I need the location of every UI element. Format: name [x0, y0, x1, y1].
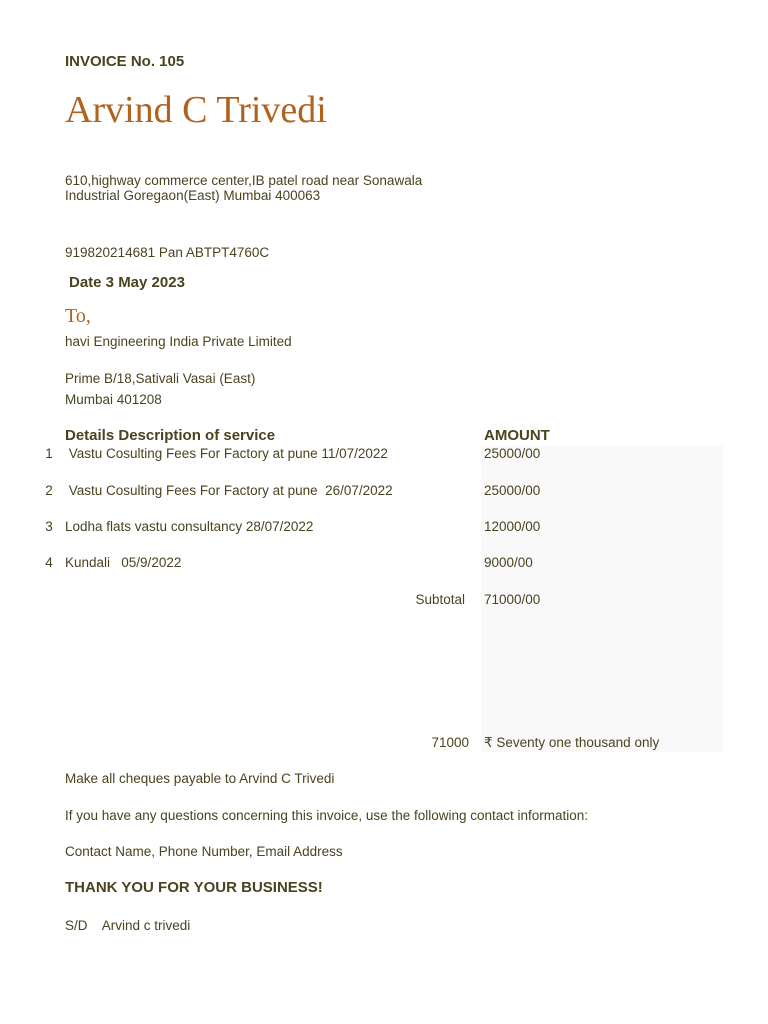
contact-info: Contact Name, Phone Number, Email Address: [65, 844, 343, 859]
row-amount: 9000/00: [484, 555, 533, 570]
subtotal-value: 71000/00: [484, 592, 541, 607]
recipient-name: havi Engineering India Private Limited: [65, 334, 292, 349]
recipient-address-line1: Prime B/18,Sativali Vasai (East): [65, 371, 256, 386]
table-header-description: Details Description of service: [65, 427, 276, 444]
total-number: 71000: [431, 735, 469, 750]
table-header-amount: AMOUNT: [484, 427, 550, 444]
row-number: 2: [45, 483, 53, 498]
row-description: Kundali 05/9/2022: [65, 555, 182, 570]
issuer-address-line2: Industrial Goregaon(East) Mumbai 400063: [65, 188, 321, 203]
issuer-phone-pan: 919820214681 Pan ABTPT4760C: [65, 245, 270, 260]
subtotal-label: Subtotal: [415, 592, 465, 607]
total-in-words: ₹ Seventy one thousand only: [484, 735, 660, 750]
recipient-address-line2: Mumbai 401208: [65, 392, 162, 407]
row-number: 3: [45, 519, 53, 534]
row-number: 1: [45, 446, 53, 461]
thank-you-message: THANK YOU FOR YOUR BUSINESS!: [65, 879, 323, 896]
issuer-address-line1: 610,highway commerce center,IB patel road near Sonawala: [65, 173, 423, 188]
invoice-number: INVOICE No. 105: [65, 53, 185, 70]
invoice-date: Date 3 May 2023: [69, 274, 185, 291]
row-description: Vastu Cosulting Fees For Factory at pune 11/07/2022: [65, 446, 388, 461]
row-number: 4: [45, 555, 53, 570]
cheque-payable-note: Make all cheques payable to Arvind C Trivedi: [65, 771, 335, 786]
row-amount: 12000/00: [484, 519, 541, 534]
questions-note: If you have any questions concerning this invoice, use the following contact information:: [65, 808, 589, 823]
issuer-name: Arvind C Trivedi: [65, 89, 327, 131]
row-amount: 25000/00: [484, 483, 541, 498]
row-amount: 25000/00: [484, 446, 541, 461]
row-description: Vastu Cosulting Fees For Factory at pune 26/07/2022: [65, 483, 393, 498]
row-description: Lodha flats vastu consultancy 28/07/2022: [65, 519, 314, 534]
signature-line: S/D Arvind c trivedi: [65, 918, 191, 933]
to-label: To,: [65, 305, 91, 327]
